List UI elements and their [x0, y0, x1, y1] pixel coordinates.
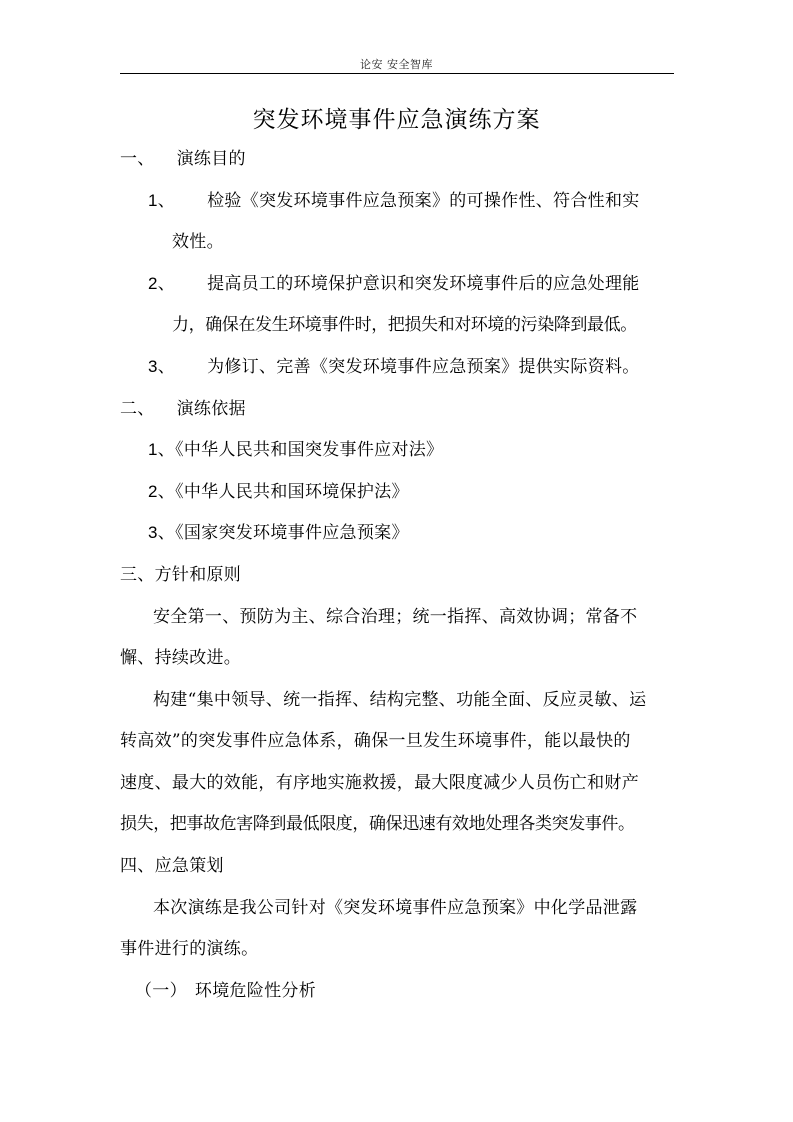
subsection-marker: （一）	[135, 981, 187, 1001]
list-item	[148, 355, 702, 379]
section-marker: 一、	[120, 149, 155, 169]
item-number: 2、	[148, 482, 176, 501]
list-item	[148, 189, 702, 213]
list-item-continuation: 效性。	[172, 232, 224, 252]
item-number: 3、	[148, 357, 176, 376]
item-text: 《中华人民共和国突发事件应对法》	[175, 440, 444, 460]
paragraph-line: 安全第一、预防为主、综合治理；统一指挥、高效协调；常备不	[153, 607, 638, 627]
item-number: 2、	[148, 274, 176, 293]
paragraph-line: 事件进行的演练。	[120, 939, 259, 959]
item-number: 1、	[148, 191, 176, 210]
item-number: 3、	[148, 523, 176, 542]
section-heading-text: 演练目的	[176, 149, 246, 169]
list-item	[148, 438, 702, 462]
list-item	[148, 521, 702, 545]
subsection-heading-text: 环境危险性分析	[194, 981, 317, 1001]
paragraph-line: 损失，把事故危害降到最低限度，确保迅速有效地处理各类突发事件。	[120, 814, 635, 834]
item-text: 《国家突发环境事件应急预案》	[175, 523, 409, 543]
subsection-heading	[135, 979, 689, 1003]
section-marker: 二、	[120, 399, 155, 419]
header-rule	[120, 73, 674, 74]
item-text: 《中华人民共和国环境保护法》	[175, 482, 409, 502]
document-title: 突发环境事件应急演练方案	[252, 107, 541, 133]
item-text: 为修订、完善《突发环境事件应急预案》提供实际资料。	[207, 357, 640, 377]
header-text: 论安 安全智库	[360, 58, 433, 71]
item-text: 提高员工的环境保护意识和突发环境事件后的应急处理能	[207, 274, 640, 294]
paragraph-line: 本次演练是我公司针对《突发环境事件应急预案》中化学品泄露	[153, 898, 638, 918]
list-item	[148, 480, 702, 504]
paragraph-line: 转高效”的突发事件应急体系，确保一旦发生环境事件，能以最快的	[120, 731, 631, 751]
section-4-heading: 四、应急策划	[120, 856, 224, 876]
section-heading-text: 演练依据	[176, 399, 246, 419]
section-1-heading	[120, 147, 674, 171]
item-text: 检验《突发环境事件应急预案》的可操作性、符合性和实	[207, 191, 640, 211]
section-2-heading	[120, 397, 674, 421]
list-item-continuation: 力，确保在发生环境事件时，把损失和对环境的污染降到最低。	[172, 315, 637, 335]
paragraph-line: 懈、持续改进。	[120, 648, 242, 668]
paragraph-line: 速度、最大的效能，有序地实施救援，最大限度减少人员伤亡和财产	[120, 773, 639, 793]
paragraph-line: 构建“集中领导、统一指挥、结构完整、功能全面、反应灵敏、运	[153, 690, 647, 710]
item-number: 1、	[148, 440, 176, 459]
section-3-heading: 三、方针和原则	[120, 565, 242, 585]
list-item	[148, 272, 702, 296]
